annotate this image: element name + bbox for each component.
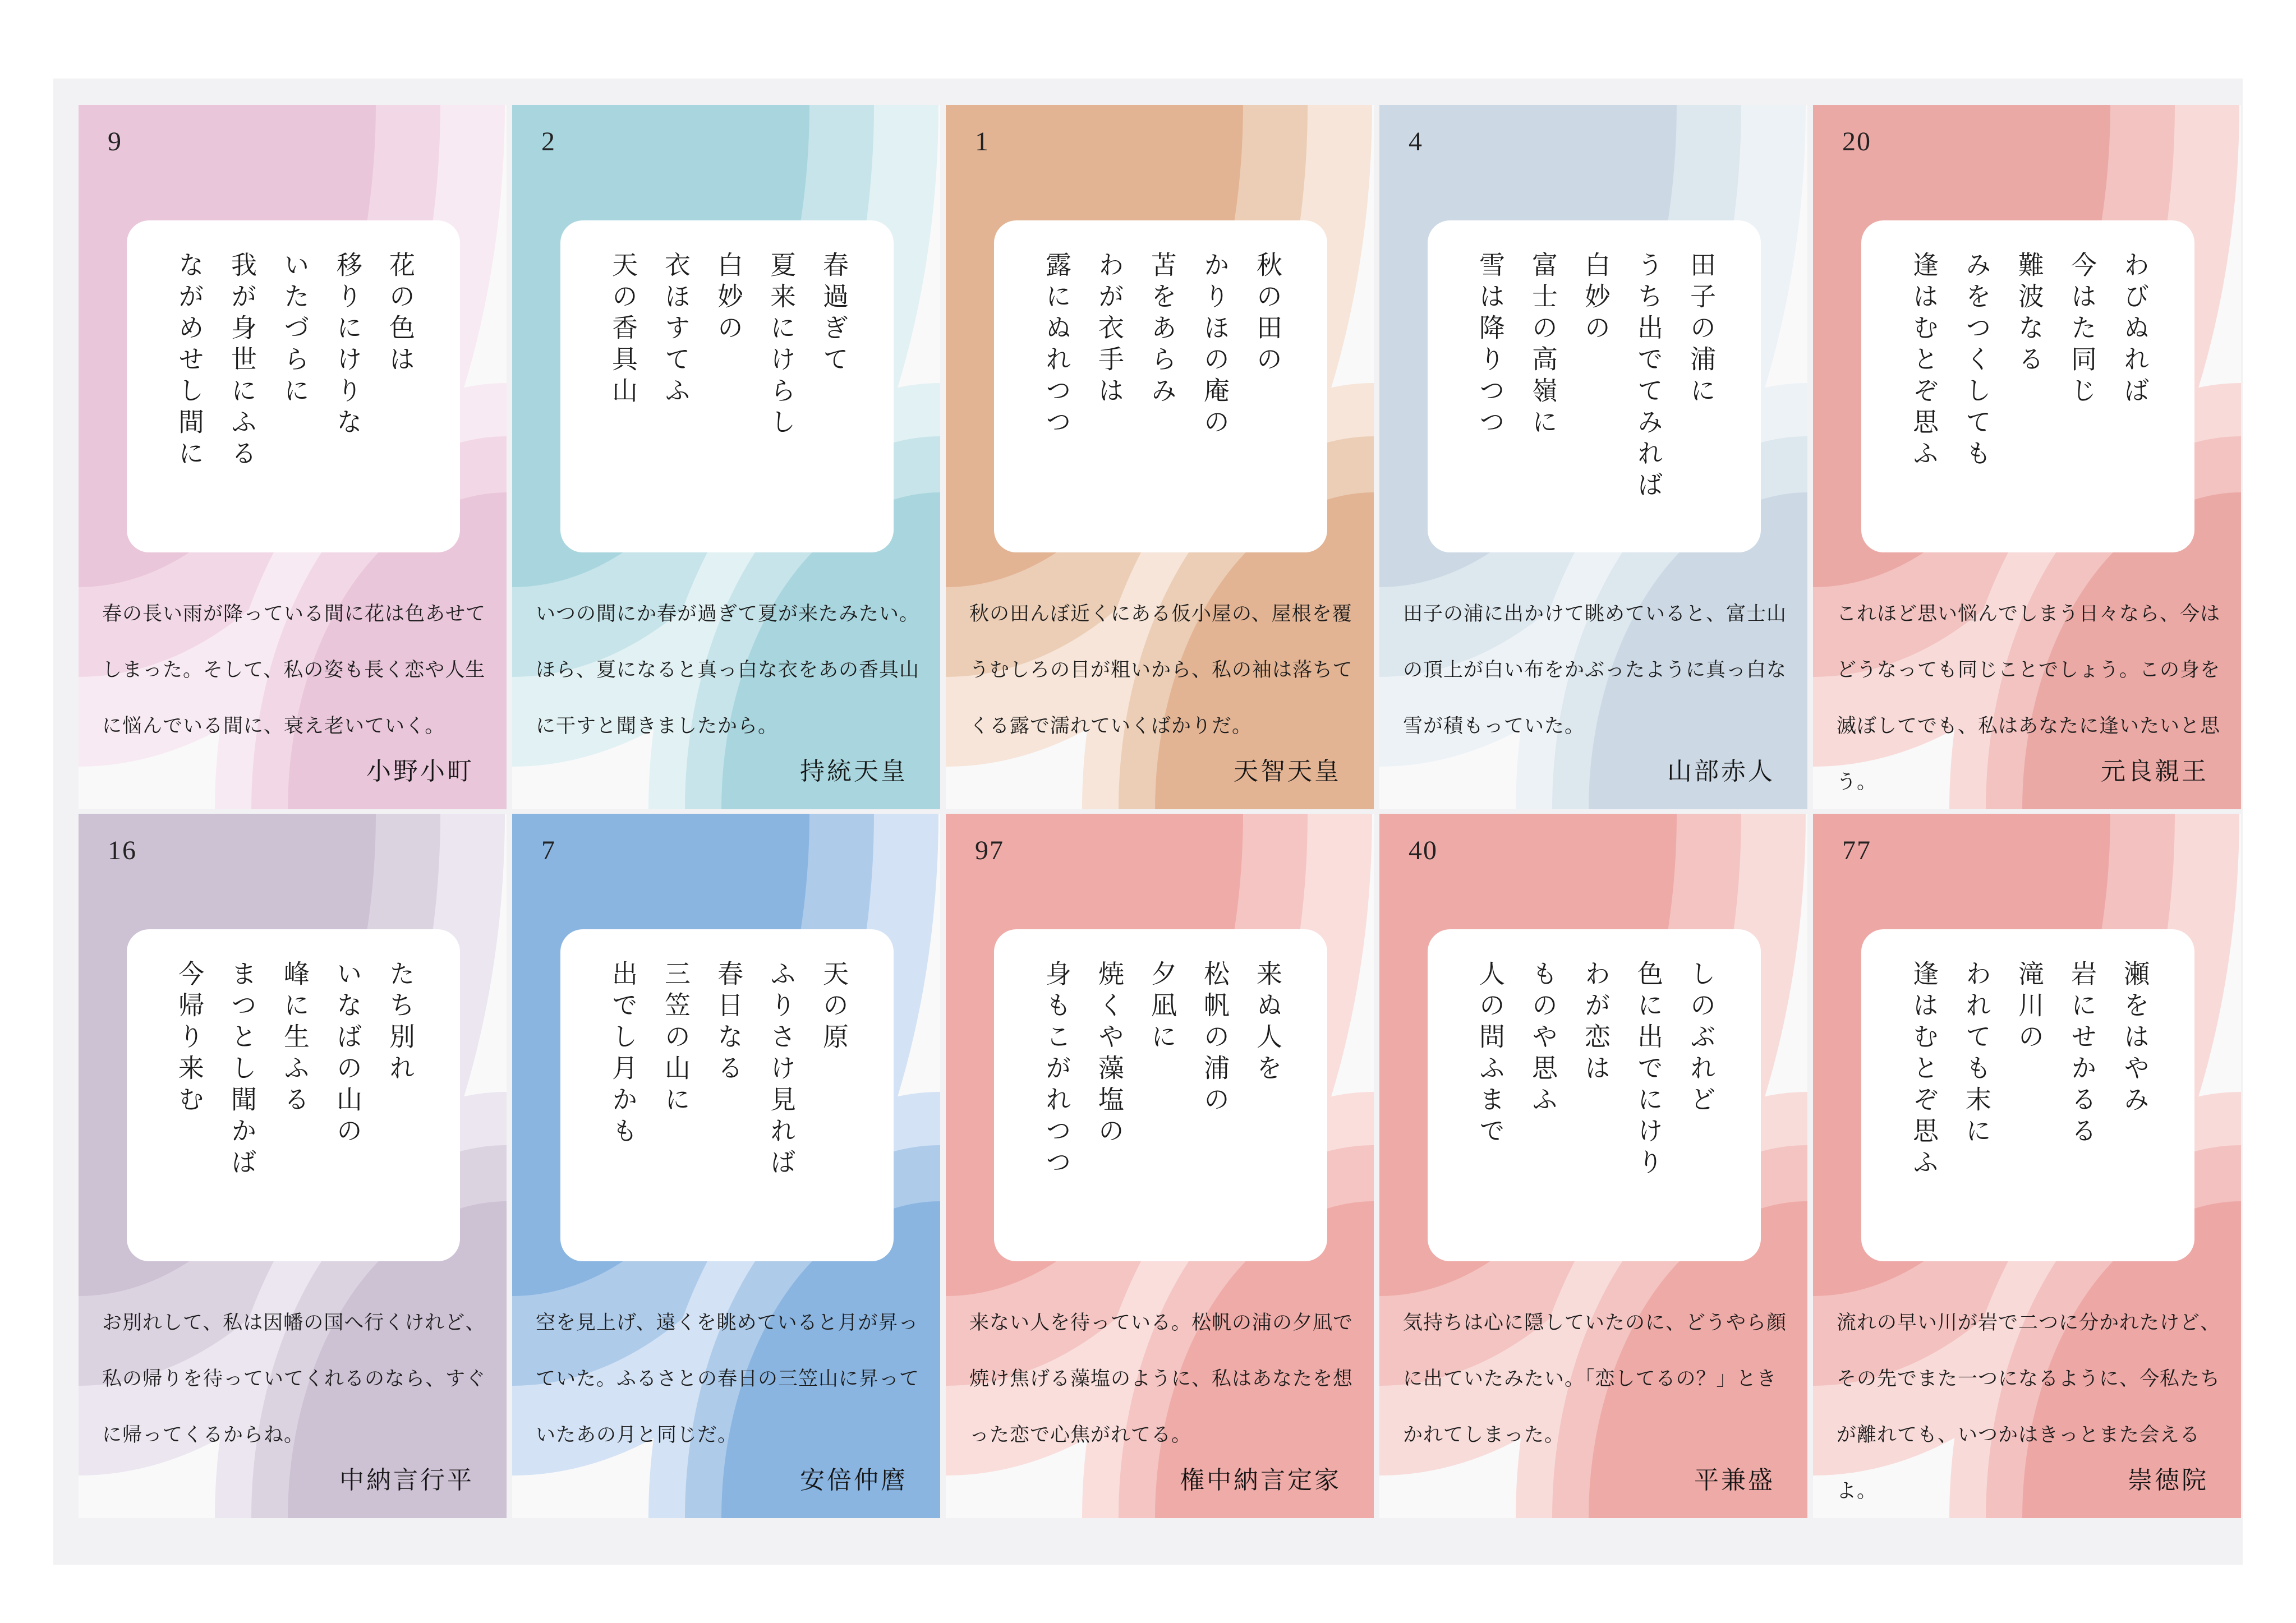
poem-card bbox=[1379, 105, 1807, 809]
poem-card bbox=[946, 105, 1374, 809]
poem-line: 岩にせかるる bbox=[2068, 960, 2096, 1149]
poem-card bbox=[79, 105, 507, 809]
poem-line: 瀬をはやみ bbox=[2120, 960, 2149, 1117]
poem-author: 平兼盛 bbox=[1694, 1467, 1775, 1494]
poem-line: 雪は降りつつ bbox=[1476, 251, 1504, 440]
poem-vertical-text bbox=[1461, 960, 1727, 1230]
poem-author: 山部赤人 bbox=[1667, 758, 1775, 785]
poem-line: 峰に生ふる bbox=[280, 960, 309, 1117]
card-number: 40 bbox=[1409, 836, 1438, 865]
card-number: 20 bbox=[1842, 127, 1871, 156]
poem-box bbox=[1861, 220, 2194, 552]
poem-explanation: これほど思い悩んでしまう日々なら、今はどうなっても同じことでしょう。この身を滅ぼしてでも、私はあなたに逢いたいと思う。 bbox=[1837, 603, 2221, 793]
poem-line: 逢はむとぞ思ふ bbox=[1910, 960, 1938, 1180]
poem-explanation: 春の長い雨が降っている間に花は色あせてしまった。そして、私の姿も長く恋や人生に悩んでいる間に、衰え老いていく。 bbox=[102, 603, 486, 737]
poem-box bbox=[994, 220, 1327, 552]
poem-line: ものや思ふ bbox=[1529, 960, 1557, 1117]
poem-card bbox=[512, 105, 940, 809]
poem-explanation: 流れの早い川が岩で二つに分かれたけど、その先でまた一つになるように、今私たちが離れても、いつかはきっとまた会えるよ。 bbox=[1837, 1312, 2221, 1502]
poem-line: 夕凪に bbox=[1148, 960, 1176, 1054]
card-number: 2 bbox=[541, 127, 556, 156]
poem-line: 秋の田の bbox=[1253, 251, 1282, 377]
poem-card bbox=[512, 814, 940, 1518]
poem-author: 持統天皇 bbox=[800, 758, 908, 785]
poem-vertical-text bbox=[594, 960, 860, 1230]
card-number: 77 bbox=[1842, 836, 1871, 865]
poem-line: 難波なる bbox=[2015, 251, 2044, 377]
poem-line: 今帰り来む bbox=[175, 960, 204, 1117]
card-number: 7 bbox=[541, 836, 556, 865]
poem-line: みをつくしても bbox=[1962, 251, 1991, 471]
poem-line: 天の香具山 bbox=[609, 251, 637, 408]
poem-line: 焼くや藻塩の bbox=[1095, 960, 1124, 1149]
poem-box bbox=[994, 929, 1327, 1261]
poem-line: 衣ほすてふ bbox=[661, 251, 690, 408]
poem-line: 身もこがれつつ bbox=[1042, 960, 1071, 1180]
poem-line: わびぬれば bbox=[2120, 251, 2149, 408]
poem-line: わが恋は bbox=[1581, 960, 1610, 1086]
poem-line: 移りにけりな bbox=[333, 251, 362, 440]
card-sheet-panel bbox=[53, 79, 2243, 1565]
poem-vertical-text bbox=[594, 251, 860, 522]
poem-box bbox=[127, 220, 460, 552]
card-number: 97 bbox=[975, 836, 1004, 865]
poem-line: いたづらに bbox=[280, 251, 309, 408]
poem-card bbox=[946, 814, 1374, 1518]
poem-line: 出でし月かも bbox=[609, 960, 637, 1149]
poem-line: ふりさけ見れば bbox=[767, 960, 795, 1180]
poem-author: 小野小町 bbox=[366, 758, 474, 785]
poem-line: 春日なる bbox=[714, 960, 743, 1086]
poem-line: 露にぬれつつ bbox=[1042, 251, 1071, 440]
poem-line: 苫をあらみ bbox=[1148, 251, 1176, 408]
poem-line: しのぶれど bbox=[1687, 960, 1715, 1117]
poem-box bbox=[127, 929, 460, 1261]
poem-card bbox=[79, 814, 507, 1518]
poem-line: 我が身世にふる bbox=[228, 251, 256, 471]
poem-explanation: 田子の浦に出かけて眺めていると、富士山の頂上が白い布をかぶったように真っ白な雪が積もっていた。 bbox=[1403, 603, 1787, 737]
poem-box bbox=[560, 929, 894, 1261]
poem-box bbox=[1428, 929, 1761, 1261]
poem-author: 中納言行平 bbox=[339, 1467, 474, 1494]
poem-line: 逢はむとぞ思ふ bbox=[1910, 251, 1938, 471]
card-number: 16 bbox=[108, 836, 137, 865]
poem-vertical-text bbox=[1895, 251, 2161, 522]
card-number: 1 bbox=[975, 127, 990, 156]
poem-author: 安倍仲麿 bbox=[800, 1467, 908, 1494]
card-grid bbox=[79, 105, 2241, 1518]
poem-card bbox=[1813, 814, 2241, 1518]
poem-explanation: 来ない人を待っている。松帆の浦の夕凪で焼け焦げる藻塩のように、私はあなたを想った恋で心焦がれてる。 bbox=[969, 1312, 1354, 1446]
poem-author: 天智天皇 bbox=[1234, 758, 1341, 785]
poem-vertical-text bbox=[1028, 251, 1294, 522]
poem-line: 松帆の浦の bbox=[1200, 960, 1229, 1117]
poem-line: わが衣手は bbox=[1095, 251, 1124, 408]
poem-line: 来ぬ人を bbox=[1253, 960, 1282, 1086]
card-number: 9 bbox=[108, 127, 122, 156]
poem-box bbox=[560, 220, 894, 552]
poem-vertical-text bbox=[160, 960, 426, 1230]
poem-line: 今はた同じ bbox=[2068, 251, 2096, 408]
poem-line: 天の原 bbox=[820, 960, 848, 1054]
poem-line: 富士の高嶺に bbox=[1529, 251, 1557, 440]
poem-explanation: いつの間にか春が過ぎて夏が来たみたい。ほら、夏になると真っ白な衣をあの香具山に干すと聞きましたから。 bbox=[536, 603, 920, 737]
poem-box bbox=[1861, 929, 2194, 1261]
poem-line: 夏来にけらし bbox=[767, 251, 795, 440]
poem-line: かりほの庵の bbox=[1200, 251, 1229, 440]
poem-line: 色に出でにけり bbox=[1634, 960, 1663, 1180]
poem-line: 人の問ふまで bbox=[1476, 960, 1504, 1149]
poem-line: まつとし聞かば bbox=[228, 960, 256, 1180]
poem-explanation: お別れして、私は因幡の国へ行くけれど、私の帰りを待っていてくれるのなら、すぐに帰ってくるからね。 bbox=[102, 1312, 486, 1446]
poem-author: 権中納言定家 bbox=[1180, 1467, 1341, 1494]
poem-line: いなばの山の bbox=[333, 960, 362, 1149]
poem-line: たち別れ bbox=[386, 960, 415, 1086]
poem-vertical-text bbox=[1461, 251, 1727, 522]
poem-author: 崇徳院 bbox=[2128, 1467, 2208, 1494]
poem-vertical-text bbox=[160, 251, 426, 522]
poem-box bbox=[1428, 220, 1761, 552]
poem-line: 三笠の山に bbox=[661, 960, 690, 1117]
poem-explanation: 空を見上げ、遠くを眺めていると月が昇っていた。ふるさとの春日の三笠山に昇っていたあの月と同じだ。 bbox=[536, 1312, 920, 1446]
poem-explanation: 秋の田んぼ近くにある仮小屋の、屋根を覆うむしろの目が粗いから、私の袖は落ちてくる露で濡れていくばかりだ。 bbox=[969, 603, 1353, 737]
poem-line: 田子の浦に bbox=[1687, 251, 1715, 408]
poem-line: 白妙の bbox=[714, 251, 743, 345]
poem-line: うち出でてみれば bbox=[1634, 251, 1663, 502]
poem-line: 白妙の bbox=[1581, 251, 1610, 345]
poem-line: ながめせし間に bbox=[175, 251, 204, 471]
poem-author: 元良親王 bbox=[2101, 758, 2208, 785]
poem-line: 花の色は bbox=[386, 251, 415, 377]
card-number: 4 bbox=[1409, 127, 1423, 156]
poem-line: われても末に bbox=[1962, 960, 1991, 1149]
poem-vertical-text bbox=[1028, 960, 1294, 1230]
poem-card bbox=[1379, 814, 1807, 1518]
poem-line: 春過ぎて bbox=[820, 251, 848, 377]
poem-card bbox=[1813, 105, 2241, 809]
poem-vertical-text bbox=[1895, 960, 2161, 1230]
poem-explanation: 気持ちは心に隠していたのに、どうやら顔に出ていたみたい。「恋してるの？」ときかれてしまった。 bbox=[1403, 1312, 1787, 1446]
poem-line: 滝川の bbox=[2015, 960, 2044, 1054]
